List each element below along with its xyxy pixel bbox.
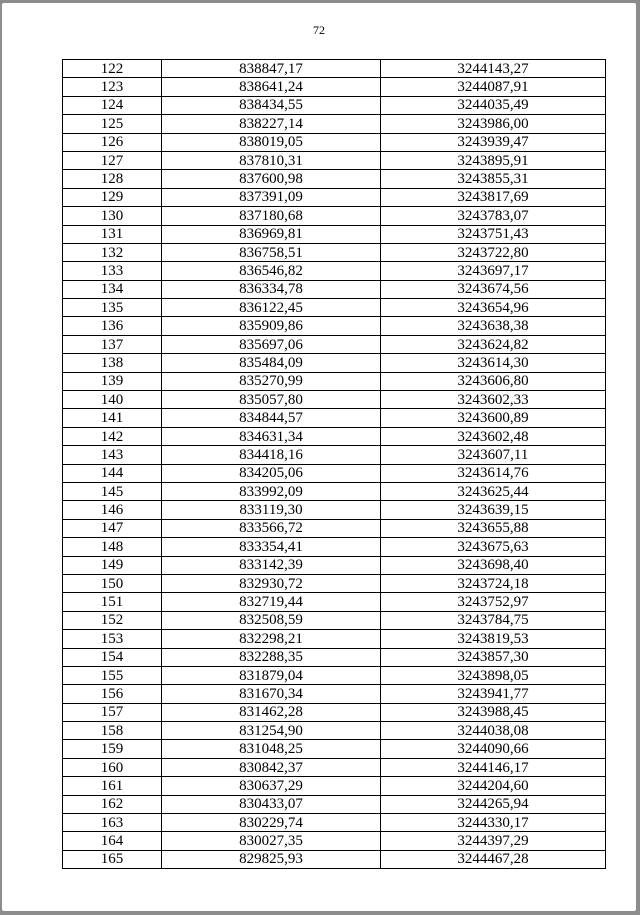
x-coordinate-cell: 837391,09 (162, 188, 381, 206)
point-number-cell: 165 (63, 850, 162, 868)
y-coordinate-cell: 3243819,53 (381, 630, 606, 648)
point-number-cell: 133 (63, 262, 162, 280)
x-coordinate-cell: 838227,14 (162, 115, 381, 133)
table-row (63, 648, 606, 666)
x-coordinate-cell: 830842,37 (162, 758, 381, 776)
table-row (63, 335, 606, 353)
x-coordinate-cell: 835909,86 (162, 317, 381, 335)
y-coordinate-cell: 3244330,17 (381, 814, 606, 832)
point-number-cell: 137 (63, 335, 162, 353)
point-number-cell: 163 (63, 814, 162, 832)
table-row (63, 814, 606, 832)
x-coordinate-cell: 835697,06 (162, 335, 381, 353)
x-coordinate-cell: 830637,29 (162, 777, 381, 795)
table-row (63, 427, 606, 445)
y-coordinate-cell: 3243614,76 (381, 464, 606, 482)
y-coordinate-cell: 3243939,47 (381, 133, 606, 151)
y-coordinate-cell: 3243614,30 (381, 354, 606, 372)
point-number-cell: 150 (63, 574, 162, 592)
page-number: 72 (313, 23, 325, 37)
x-coordinate-cell: 837600,98 (162, 170, 381, 188)
x-coordinate-cell: 831254,90 (162, 722, 381, 740)
y-coordinate-cell: 3243698,40 (381, 556, 606, 574)
table-row (63, 354, 606, 372)
point-number-cell: 124 (63, 96, 162, 114)
point-number-cell: 129 (63, 188, 162, 206)
y-coordinate-cell: 3243602,33 (381, 391, 606, 409)
y-coordinate-cell: 3243655,88 (381, 519, 606, 537)
table-row (63, 299, 606, 317)
point-number-cell: 147 (63, 519, 162, 537)
point-number-cell: 161 (63, 777, 162, 795)
point-number-cell: 153 (63, 630, 162, 648)
point-number-cell: 144 (63, 464, 162, 482)
y-coordinate-cell: 3243855,31 (381, 170, 606, 188)
table-row (63, 501, 606, 519)
x-coordinate-cell: 832930,72 (162, 574, 381, 592)
point-number-cell: 141 (63, 409, 162, 427)
table-row (63, 372, 606, 390)
table-row (63, 60, 606, 78)
table-row (63, 795, 606, 813)
y-coordinate-cell: 3243895,91 (381, 151, 606, 169)
point-number-cell: 128 (63, 170, 162, 188)
point-number-cell: 135 (63, 299, 162, 317)
y-coordinate-cell: 3244265,94 (381, 795, 606, 813)
y-coordinate-cell: 3243638,38 (381, 317, 606, 335)
point-number-cell: 149 (63, 556, 162, 574)
point-number-cell: 142 (63, 427, 162, 445)
table-row (63, 777, 606, 795)
y-coordinate-cell: 3243625,44 (381, 482, 606, 500)
x-coordinate-cell: 836758,51 (162, 243, 381, 261)
y-coordinate-cell: 3243606,80 (381, 372, 606, 390)
table-row (63, 556, 606, 574)
point-number-cell: 126 (63, 133, 162, 151)
table-row (63, 207, 606, 225)
y-coordinate-cell: 3243986,00 (381, 115, 606, 133)
y-coordinate-cell: 3244204,60 (381, 777, 606, 795)
y-coordinate-cell: 3243600,89 (381, 409, 606, 427)
x-coordinate-cell: 833142,39 (162, 556, 381, 574)
x-coordinate-cell: 836334,78 (162, 280, 381, 298)
x-coordinate-cell: 834418,16 (162, 446, 381, 464)
x-coordinate-cell: 831048,25 (162, 740, 381, 758)
table-row (63, 666, 606, 684)
x-coordinate-cell: 837810,31 (162, 151, 381, 169)
table-row (63, 593, 606, 611)
y-coordinate-cell: 3243675,63 (381, 538, 606, 556)
y-coordinate-cell: 3243752,97 (381, 593, 606, 611)
point-number-cell: 146 (63, 501, 162, 519)
point-number-cell: 130 (63, 207, 162, 225)
y-coordinate-cell: 3244146,17 (381, 758, 606, 776)
table-row (63, 225, 606, 243)
table-row (63, 850, 606, 868)
y-coordinate-cell: 3243697,17 (381, 262, 606, 280)
table-row (63, 391, 606, 409)
table-row (63, 611, 606, 629)
x-coordinate-cell: 838847,17 (162, 60, 381, 78)
table-row (63, 151, 606, 169)
x-coordinate-cell: 838641,24 (162, 78, 381, 96)
point-number-cell: 136 (63, 317, 162, 335)
y-coordinate-cell: 3243602,48 (381, 427, 606, 445)
x-coordinate-cell: 834844,57 (162, 409, 381, 427)
x-coordinate-cell: 835484,09 (162, 354, 381, 372)
table-row (63, 409, 606, 427)
table-row (63, 262, 606, 280)
point-number-cell: 139 (63, 372, 162, 390)
table-row (63, 758, 606, 776)
table-row (63, 538, 606, 556)
point-number-cell: 138 (63, 354, 162, 372)
x-coordinate-cell: 832288,35 (162, 648, 381, 666)
y-coordinate-cell: 3243724,18 (381, 574, 606, 592)
y-coordinate-cell: 3244397,29 (381, 832, 606, 850)
x-coordinate-cell: 833992,09 (162, 482, 381, 500)
point-number-cell: 156 (63, 685, 162, 703)
x-coordinate-cell: 830229,74 (162, 814, 381, 832)
point-number-cell: 152 (63, 611, 162, 629)
x-coordinate-cell: 838434,55 (162, 96, 381, 114)
point-number-cell: 131 (63, 225, 162, 243)
point-number-cell: 155 (63, 666, 162, 684)
table-row (63, 317, 606, 335)
x-coordinate-cell: 832508,59 (162, 611, 381, 629)
y-coordinate-cell: 3243624,82 (381, 335, 606, 353)
table-row (63, 96, 606, 114)
x-coordinate-cell: 832298,21 (162, 630, 381, 648)
table-row (63, 133, 606, 151)
x-coordinate-cell: 835270,99 (162, 372, 381, 390)
table-row (63, 722, 606, 740)
x-coordinate-cell: 833354,41 (162, 538, 381, 556)
point-number-cell: 125 (63, 115, 162, 133)
y-coordinate-cell: 3243817,69 (381, 188, 606, 206)
point-number-cell: 162 (63, 795, 162, 813)
x-coordinate-cell: 831462,28 (162, 703, 381, 721)
x-coordinate-cell: 831670,34 (162, 685, 381, 703)
table-row (63, 482, 606, 500)
table-row (63, 703, 606, 721)
x-coordinate-cell: 835057,80 (162, 391, 381, 409)
x-coordinate-cell: 836546,82 (162, 262, 381, 280)
x-coordinate-cell: 830433,07 (162, 795, 381, 813)
point-number-cell: 132 (63, 243, 162, 261)
y-coordinate-cell: 3243607,11 (381, 446, 606, 464)
x-coordinate-cell: 833566,72 (162, 519, 381, 537)
x-coordinate-cell: 833119,30 (162, 501, 381, 519)
table-row (63, 115, 606, 133)
y-coordinate-cell: 3244038,08 (381, 722, 606, 740)
x-coordinate-cell: 836122,45 (162, 299, 381, 317)
y-coordinate-cell: 3243988,45 (381, 703, 606, 721)
y-coordinate-cell: 3243941,77 (381, 685, 606, 703)
table-row (63, 740, 606, 758)
y-coordinate-cell: 3244035,49 (381, 96, 606, 114)
point-number-cell: 154 (63, 648, 162, 666)
y-coordinate-cell: 3244087,91 (381, 78, 606, 96)
table-row (63, 574, 606, 592)
y-coordinate-cell: 3244467,28 (381, 850, 606, 868)
y-coordinate-cell: 3243751,43 (381, 225, 606, 243)
point-number-cell: 127 (63, 151, 162, 169)
table-row (63, 280, 606, 298)
x-coordinate-cell: 829825,93 (162, 850, 381, 868)
y-coordinate-cell: 3243674,56 (381, 280, 606, 298)
table-row (63, 832, 606, 850)
table-row (63, 630, 606, 648)
x-coordinate-cell: 838019,05 (162, 133, 381, 151)
point-number-cell: 160 (63, 758, 162, 776)
x-coordinate-cell: 832719,44 (162, 593, 381, 611)
x-coordinate-cell: 830027,35 (162, 832, 381, 850)
table-row (63, 464, 606, 482)
coordinates-table-body (63, 60, 606, 869)
table-row (63, 78, 606, 96)
y-coordinate-cell: 3243898,05 (381, 666, 606, 684)
point-number-cell: 143 (63, 446, 162, 464)
point-number-cell: 159 (63, 740, 162, 758)
point-number-cell: 164 (63, 832, 162, 850)
table-row (63, 446, 606, 464)
y-coordinate-cell: 3243784,75 (381, 611, 606, 629)
point-number-cell: 123 (63, 78, 162, 96)
point-number-cell: 145 (63, 482, 162, 500)
y-coordinate-cell: 3244143,27 (381, 60, 606, 78)
table-row (63, 685, 606, 703)
table-row (63, 519, 606, 537)
y-coordinate-cell: 3243654,96 (381, 299, 606, 317)
table-row (63, 170, 606, 188)
point-number-cell: 157 (63, 703, 162, 721)
coordinates-table (62, 59, 606, 869)
point-number-cell: 134 (63, 280, 162, 298)
point-number-cell: 140 (63, 391, 162, 409)
x-coordinate-cell: 831879,04 (162, 666, 381, 684)
point-number-cell: 122 (63, 60, 162, 78)
y-coordinate-cell: 3243722,80 (381, 243, 606, 261)
point-number-cell: 158 (63, 722, 162, 740)
y-coordinate-cell: 3243857,30 (381, 648, 606, 666)
table-row (63, 188, 606, 206)
y-coordinate-cell: 3243639,15 (381, 501, 606, 519)
point-number-cell: 151 (63, 593, 162, 611)
y-coordinate-cell: 3243783,07 (381, 207, 606, 225)
point-number-cell: 148 (63, 538, 162, 556)
table-row (63, 243, 606, 261)
x-coordinate-cell: 834631,34 (162, 427, 381, 445)
document-page (2, 3, 636, 911)
x-coordinate-cell: 834205,06 (162, 464, 381, 482)
x-coordinate-cell: 836969,81 (162, 225, 381, 243)
y-coordinate-cell: 3244090,66 (381, 740, 606, 758)
x-coordinate-cell: 837180,68 (162, 207, 381, 225)
